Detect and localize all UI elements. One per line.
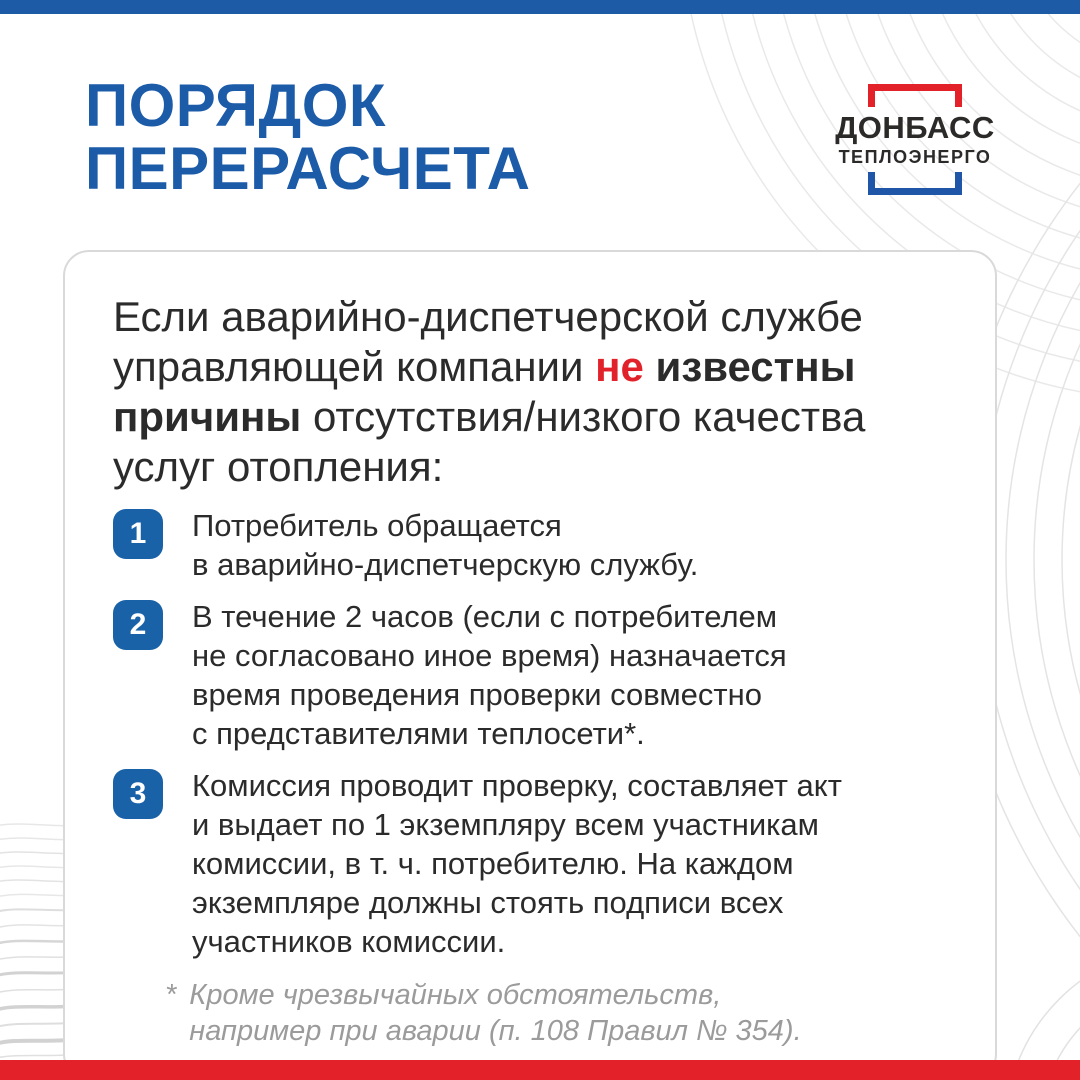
top-blue-bar <box>0 0 1080 14</box>
text-line: экземпляре должны стоять подписи всех <box>192 885 784 920</box>
heading-highlight-bold: известны <box>643 343 856 390</box>
step-item-3 <box>113 766 959 961</box>
info-card <box>63 250 997 1080</box>
text-line: В течение 2 часов (если с потребителем <box>192 599 778 634</box>
footnote-text <box>189 977 801 1049</box>
text-line: Комиссия проводит проверку, составляет акт <box>192 768 842 803</box>
step-item-2 <box>113 597 959 753</box>
step-number-badge: 1 <box>113 509 163 559</box>
text-line: в аварийно-диспетчерскую службу. <box>192 547 699 582</box>
text-line: не согласовано иное время) назначается <box>192 638 787 673</box>
page-title-line2: ПЕРЕРАСЧЕТА <box>85 135 531 202</box>
step-text <box>192 597 787 753</box>
heading-text: управляющей компании <box>113 343 596 390</box>
step-text <box>192 506 698 584</box>
heading-highlight-bold: причины <box>113 393 302 440</box>
bottom-red-bar <box>0 1060 1080 1080</box>
card-heading <box>113 292 959 492</box>
logo-name-secondary: ТЕПЛОЭНЕРГО <box>838 147 992 167</box>
footnote-marker: * <box>165 979 177 1011</box>
heading-text: услуг отопления: <box>113 443 444 490</box>
step-number-badge: 3 <box>113 769 163 819</box>
logo-red-bracket-icon <box>868 84 962 107</box>
heading-line-4 <box>113 442 959 492</box>
company-logo <box>815 84 1015 195</box>
footnote <box>165 977 959 1049</box>
text-line: комиссии, в т. ч. потребителю. На каждом <box>192 846 794 881</box>
heading-line-1 <box>113 292 959 342</box>
page-title <box>85 74 530 200</box>
text-line: время проведения проверки совместно <box>192 677 762 712</box>
steps-list <box>113 506 959 961</box>
step-item-1 <box>113 506 959 584</box>
text-line: и выдает по 1 экземпляру всем участникам <box>192 807 819 842</box>
logo-name-primary: ДОНБАСС <box>835 110 995 145</box>
heading-highlight-red: не <box>595 343 644 390</box>
text-line: Кроме чрезвычайных обстоятельств, <box>189 979 722 1011</box>
text-line: с представителями теплосети*. <box>192 716 645 751</box>
logo-blue-bracket-icon <box>868 172 962 195</box>
text-line: например при аварии (п. 108 Правил № 354). <box>189 1015 802 1047</box>
heading-line-3 <box>113 392 959 442</box>
step-number-badge: 2 <box>113 600 163 650</box>
heading-line-2 <box>113 342 959 392</box>
step-text <box>192 766 842 961</box>
heading-text: отсутствия/низкого качества <box>301 393 866 440</box>
page-title-line1: ПОРЯДОК <box>85 72 386 139</box>
text-line: Потребитель обращается <box>192 508 562 543</box>
heading-text: Если аварийно-диспетчерской службе <box>113 293 863 340</box>
text-line: участников комиссии. <box>192 924 506 959</box>
